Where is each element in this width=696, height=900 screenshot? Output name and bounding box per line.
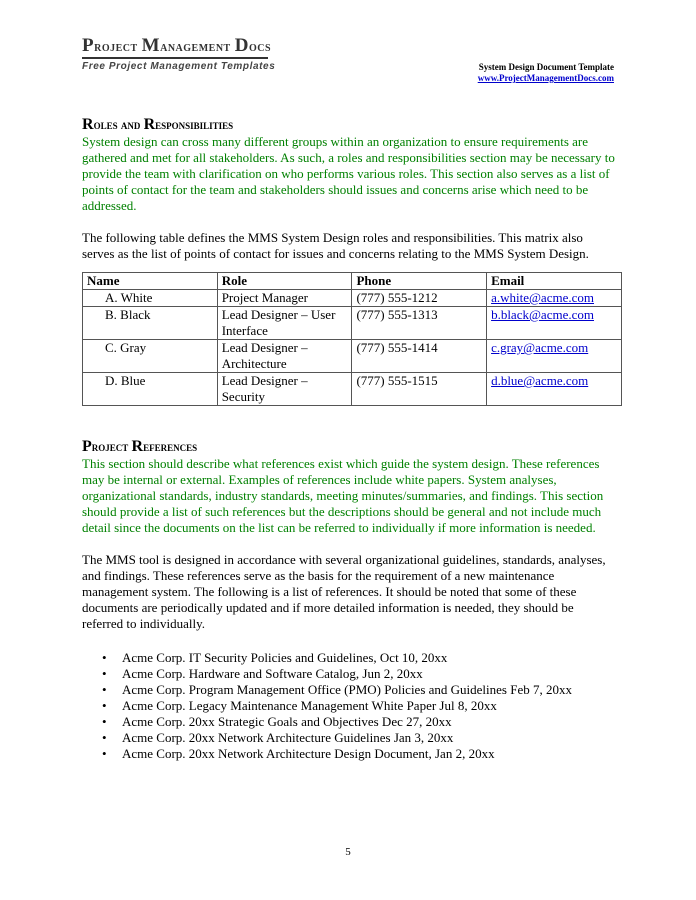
logo-subtitle: Free Project Management Templates [82,61,276,72]
references-guidance: This section should describe what references exist which guide the system design. These references may be internal or external. Examples of references include white papers. System analyses, organizational standards, industry standards, meeting minutes/summaries, and findings. This section should provide a list of such references but the descriptions should be general and not include much detail since the documents on the list can be referred to individually if more information is needed. [82,456,604,535]
table-row [83,290,622,307]
cell-email [487,373,622,406]
cell-name: A. White [83,290,218,307]
cell-role: Lead Designer – Security [217,373,352,406]
header-info [478,62,614,84]
references-list [82,650,616,762]
references-heading: Project References [82,438,198,455]
table-row [83,340,622,373]
column-header-role: Role [217,273,352,290]
roles-table [82,272,622,406]
table-row [83,373,622,406]
column-header-email: Email [487,273,622,290]
roles-guidance: System design can cross many different groups within an organization to ensure requirements are gathered and met for all stakeholders. As such, a roles and responsibilities section may be necessary to provide the team with clarification on who performs various roles. This section also serves as a list of points of contact for the team and stakeholders should issues and concerns arise which need to be addressed. [82,134,615,213]
company-logo [82,35,276,72]
cell-phone: (777) 555-1515 [352,373,487,406]
cell-role: Project Manager [217,290,352,307]
cell-role: Lead Designer – Architecture [217,340,352,373]
email-link[interactable]: c.gray@acme.com [491,340,589,355]
cell-phone: (777) 555-1212 [352,290,487,307]
email-link[interactable]: d.blue@acme.com [491,373,589,388]
cell-name: C. Gray [83,340,218,373]
table-header-row [83,273,622,290]
cell-name: B. Black [83,307,218,340]
cell-email [487,290,622,307]
list-item: • Acme Corp. IT Security Policies and Guidelines, Oct 10, 20xx [102,650,448,665]
list-item: • Acme Corp. Program Management Office (PMO) Policies and Guidelines Feb 7, 20xx [102,682,572,697]
table-row [83,307,622,340]
email-link[interactable]: b.black@acme.com [491,307,594,322]
references-intro: The MMS tool is designed in accordance with several organizational guidelines, standards, analyses, and findings. These references serve as the basis for the requirement of a new maintenance management system. The following is a list of references. It should be noted that some of these documents are periodically updated and if more detailed information is needed, they should be referred to individually. [82,552,606,631]
list-item: • Acme Corp. 20xx Strategic Goals and Objectives Dec 27, 20xx [102,714,452,729]
bullet-icon: • [102,666,107,681]
bullet-icon: • [102,682,107,697]
bullet-icon: • [102,714,107,729]
doc-title: System Design Document Template [478,62,614,72]
cell-phone: (777) 555-1313 [352,307,487,340]
column-header-phone: Phone [352,273,487,290]
cell-email [487,307,622,340]
bullet-icon: • [102,698,107,713]
list-item: • Acme Corp. 20xx Network Architecture Guidelines Jan 3, 20xx [102,730,454,745]
list-item: • Acme Corp. Legacy Maintenance Management White Paper Jul 8, 20xx [102,698,497,713]
page-number: 5 [345,846,351,858]
list-item: • Acme Corp. 20xx Network Architecture Design Document, Jan 2, 20xx [102,746,495,761]
cell-name: D. Blue [83,373,218,406]
cell-email [487,340,622,373]
cell-role: Lead Designer – User Interface [217,307,352,340]
bullet-icon: • [102,730,107,745]
list-item: • Acme Corp. Hardware and Software Catalog, Jun 2, 20xx [102,666,423,681]
roles-heading: Roles and Responsibilities [82,116,234,133]
roles-intro: The following table defines the MMS System Design roles and responsibilities. This matrix also serves as the list of points of contact for issues and concerns relating to the MMS System Design. [82,230,589,261]
logo-divider [82,57,268,59]
site-link[interactable]: www.ProjectManagementDocs.com [477,73,614,83]
bullet-icon: • [102,650,107,665]
logo-title: Project Management Docs [82,35,272,56]
column-header-name: Name [83,273,218,290]
bullet-icon: • [102,746,107,761]
document-body [82,116,616,762]
email-link[interactable]: a.white@acme.com [491,290,594,305]
cell-phone: (777) 555-1414 [352,340,487,373]
